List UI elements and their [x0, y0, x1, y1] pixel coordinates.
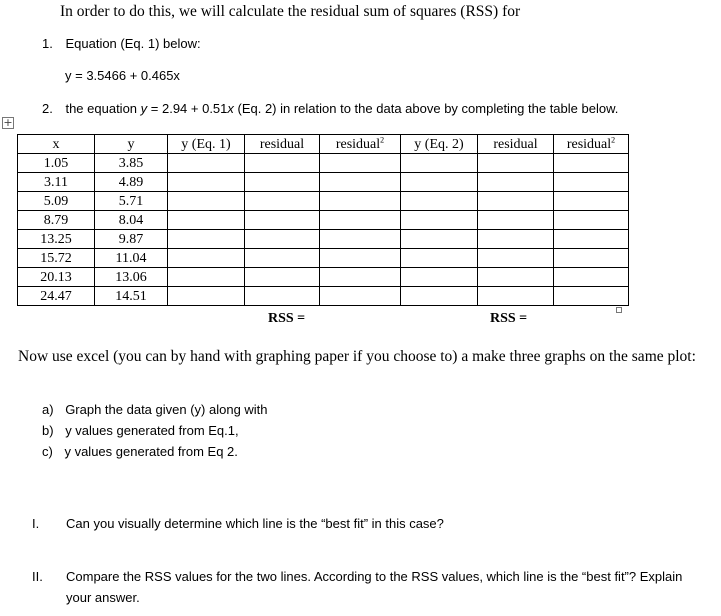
cell-x: 5.09: [18, 192, 95, 211]
empty-cell[interactable]: [554, 211, 629, 230]
table-row: [18, 287, 629, 306]
table-row: [18, 192, 629, 211]
table-row: [18, 249, 629, 268]
cell-y: 9.87: [95, 230, 168, 249]
empty-cell[interactable]: [320, 230, 401, 249]
empty-cell[interactable]: [320, 268, 401, 287]
cell-x: 20.13: [18, 268, 95, 287]
item-2-prefix: the equation: [65, 101, 141, 116]
table-resize-handle-icon[interactable]: [616, 307, 622, 313]
item-2-marker: 2.: [42, 101, 53, 116]
empty-cell[interactable]: [478, 154, 554, 173]
empty-cell[interactable]: [478, 249, 554, 268]
item-1: [42, 36, 201, 51]
empty-cell[interactable]: [554, 268, 629, 287]
empty-cell[interactable]: [554, 249, 629, 268]
cell-y: 8.04: [95, 211, 168, 230]
question-2-line1: Compare the RSS values for the two lines. According to the RSS values, which line is the “best fit”? Explain: [66, 569, 683, 584]
cell-y: 5.71: [95, 192, 168, 211]
intro-text: In order to do this, we will calculate the residual sum of squares (RSS) for: [60, 3, 521, 20]
empty-cell[interactable]: [245, 173, 320, 192]
empty-cell[interactable]: [478, 268, 554, 287]
table-row: [18, 230, 629, 249]
empty-cell[interactable]: [245, 192, 320, 211]
table-body: [18, 154, 629, 306]
cell-x: 3.11: [18, 173, 95, 192]
empty-cell[interactable]: [401, 268, 478, 287]
item-2-var-x: x: [227, 101, 234, 116]
empty-cell[interactable]: [478, 287, 554, 306]
equation-1: y = 3.5466 + 0.465x: [65, 68, 180, 83]
sub-item-c: [42, 444, 238, 459]
rss-label-eq2: RSS =: [490, 311, 528, 326]
empty-cell[interactable]: [245, 154, 320, 173]
item-1-text: Equation (Eq. 1) below:: [65, 36, 201, 51]
sub-item-c-marker: c): [42, 444, 53, 459]
table-header-row: [18, 135, 629, 154]
empty-cell[interactable]: [478, 230, 554, 249]
cell-y: 11.04: [95, 249, 168, 268]
empty-cell[interactable]: [478, 173, 554, 192]
cell-x: 13.25: [18, 230, 95, 249]
header-y: y: [95, 135, 168, 154]
empty-cell[interactable]: [168, 268, 245, 287]
empty-cell[interactable]: [554, 154, 629, 173]
empty-cell[interactable]: [168, 249, 245, 268]
empty-cell[interactable]: [245, 230, 320, 249]
empty-cell[interactable]: [320, 192, 401, 211]
table-row: [18, 173, 629, 192]
empty-cell[interactable]: [554, 192, 629, 211]
empty-cell[interactable]: [245, 268, 320, 287]
question-1-marker: I.: [32, 516, 40, 531]
item-2-var-y: y: [140, 101, 148, 116]
header-residual-sq-2: [554, 135, 629, 154]
residual-table: [17, 134, 629, 306]
empty-cell[interactable]: [401, 173, 478, 192]
question-2-line2: your answer.: [66, 590, 140, 605]
empty-cell[interactable]: [401, 249, 478, 268]
empty-cell[interactable]: [401, 211, 478, 230]
empty-cell[interactable]: [401, 192, 478, 211]
sub-item-a-text: Graph the data given (y) along with: [65, 402, 268, 417]
table-row: [18, 268, 629, 287]
sub-item-c-text: y values generated from Eq 2.: [64, 444, 238, 459]
empty-cell[interactable]: [478, 192, 554, 211]
header-residual-sq-2-sup: 2: [611, 134, 616, 144]
empty-cell[interactable]: [168, 211, 245, 230]
empty-cell[interactable]: [320, 249, 401, 268]
empty-cell[interactable]: [320, 287, 401, 306]
empty-cell[interactable]: [168, 287, 245, 306]
empty-cell[interactable]: [168, 192, 245, 211]
empty-cell[interactable]: [168, 173, 245, 192]
header-residual-sq-1-sup: 2: [380, 134, 385, 144]
header-y-eq2: y (Eq. 2): [401, 135, 478, 154]
cell-y: 4.89: [95, 173, 168, 192]
empty-cell[interactable]: [245, 287, 320, 306]
empty-cell[interactable]: [401, 154, 478, 173]
empty-cell[interactable]: [245, 211, 320, 230]
header-residual-sq-1: [320, 135, 401, 154]
cell-y: 3.85: [95, 154, 168, 173]
sub-item-a-marker: a): [42, 402, 54, 417]
empty-cell[interactable]: [401, 287, 478, 306]
header-y-eq1: y (Eq. 1): [168, 135, 245, 154]
header-residual-sq-1-label: residual: [335, 136, 381, 152]
item-2: [42, 101, 618, 116]
empty-cell[interactable]: [168, 230, 245, 249]
cell-y: 14.51: [95, 287, 168, 306]
item-1-marker: 1.: [42, 36, 53, 51]
header-x: x: [18, 135, 95, 154]
empty-cell[interactable]: [554, 173, 629, 192]
cell-x: 15.72: [18, 249, 95, 268]
sub-item-b-text: y values generated from Eq.1,: [65, 423, 239, 438]
sub-item-b-marker: b): [42, 423, 54, 438]
cell-x: 1.05: [18, 154, 95, 173]
empty-cell[interactable]: [554, 287, 629, 306]
empty-cell[interactable]: [168, 154, 245, 173]
sub-item-b: [42, 423, 239, 438]
header-residual-2: residual: [478, 135, 554, 154]
cell-y: 13.06: [95, 268, 168, 287]
header-residual-sq-2-label: residual: [566, 136, 612, 152]
item-2-suffix: (Eq. 2) in relation to the data above by completing the table below.: [233, 101, 619, 116]
cell-x: 24.47: [18, 287, 95, 306]
empty-cell[interactable]: [320, 211, 401, 230]
empty-cell[interactable]: [478, 211, 554, 230]
instructions-paragraph: Now use excel (you can by hand with graphing paper if you choose to) a make three graphs on the same plot:: [18, 348, 696, 365]
rss-label-eq1: RSS =: [268, 311, 306, 326]
empty-cell[interactable]: [554, 230, 629, 249]
cell-x: 8.79: [18, 211, 95, 230]
header-residual-1: residual: [245, 135, 320, 154]
table-row: [18, 211, 629, 230]
sub-item-a: [42, 402, 268, 417]
question-2-marker: II.: [32, 569, 43, 584]
empty-cell[interactable]: [320, 154, 401, 173]
empty-cell[interactable]: [245, 249, 320, 268]
empty-cell[interactable]: [401, 230, 478, 249]
item-2-mid: = 2.94 + 0.51: [147, 101, 228, 116]
question-1-text: Can you visually determine which line is the “best fit” in this case?: [66, 516, 444, 531]
table-move-handle-icon[interactable]: +: [3, 116, 13, 129]
table-row: [18, 154, 629, 173]
empty-cell[interactable]: [320, 173, 401, 192]
